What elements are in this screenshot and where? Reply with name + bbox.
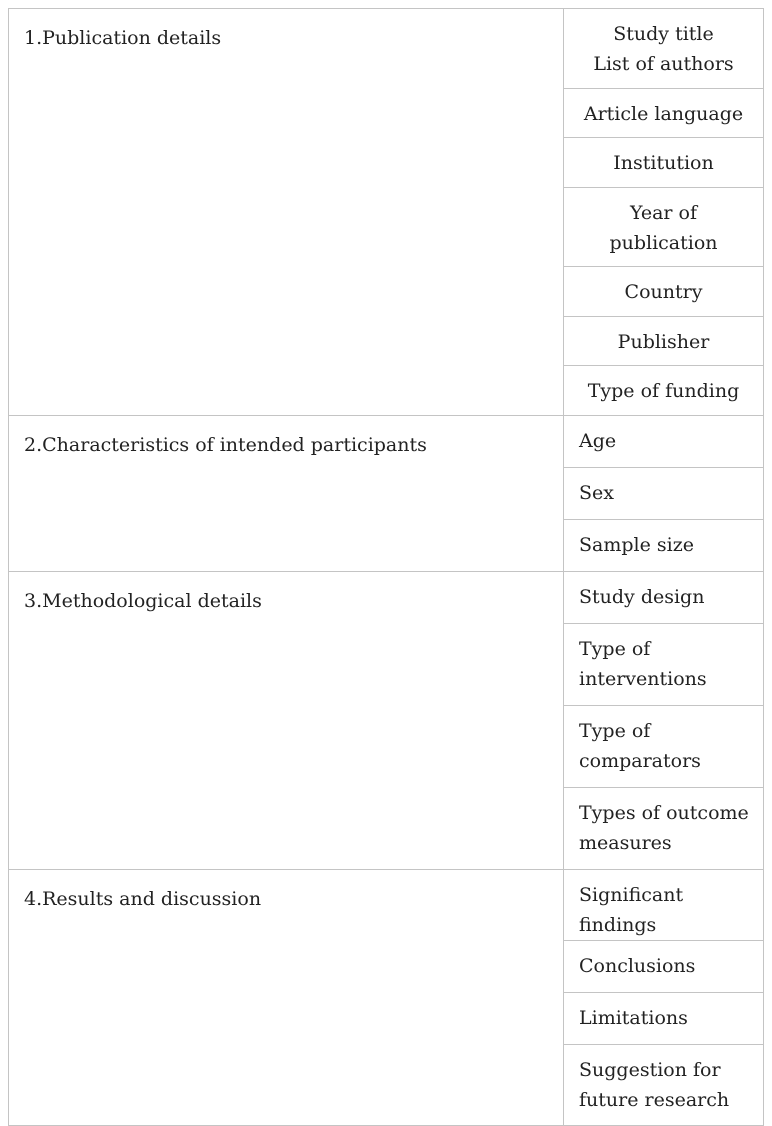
section-cell-methodology — [9, 572, 564, 870]
item-text: Publisher — [617, 331, 710, 353]
item-cell — [564, 138, 764, 188]
section-label: 2.Characteristics of intended participants — [24, 434, 427, 456]
item-cell — [564, 89, 764, 138]
item-text: Sample size — [579, 534, 694, 556]
item-text: Conclusions — [579, 955, 696, 977]
item-text: Type of — [579, 720, 651, 742]
item-cell — [564, 624, 764, 706]
item-text: Study title — [613, 23, 714, 45]
section-cell-publication-details — [9, 9, 564, 416]
item-cell — [564, 520, 764, 572]
item-text: Institution — [613, 152, 714, 174]
item-cell — [564, 468, 764, 520]
item-text: Type of — [579, 638, 651, 660]
section-cell-participants — [9, 416, 564, 572]
item-cell — [564, 317, 764, 366]
item-cell — [564, 941, 764, 993]
item-text: Significant findings — [579, 884, 684, 936]
table-row — [9, 9, 764, 89]
item-cell — [564, 188, 764, 267]
item-text: measures — [579, 832, 672, 854]
table-row — [9, 572, 764, 624]
item-text: Study design — [579, 586, 705, 608]
item-cell — [564, 267, 764, 317]
item-text: Country — [624, 281, 703, 303]
data-extraction-table — [8, 8, 764, 1126]
item-text: Year of — [629, 202, 698, 224]
item-text: Sex — [579, 482, 614, 504]
section-label: 4.Results and discussion — [24, 888, 262, 910]
section-label: 1.Publication details — [24, 27, 222, 49]
item-cell — [564, 706, 764, 788]
section-cell-results — [9, 870, 564, 1126]
item-cell — [564, 1045, 764, 1126]
item-cell — [564, 572, 764, 624]
table-row — [9, 870, 764, 941]
item-cell — [564, 870, 764, 941]
item-text: Article language — [583, 103, 744, 125]
section-label: 3.Methodological details — [24, 590, 262, 612]
table-row — [9, 416, 764, 468]
item-text: interventions — [579, 668, 707, 690]
item-text: Type of funding — [587, 380, 740, 402]
item-text: List of authors — [593, 53, 734, 75]
item-cell — [564, 366, 764, 416]
item-text: Types of outcome — [579, 802, 749, 824]
item-text: Limitations — [579, 1007, 688, 1029]
item-text: Suggestion for — [579, 1059, 721, 1081]
item-text: future research — [579, 1089, 730, 1111]
item-cell — [564, 993, 764, 1045]
item-text: comparators — [579, 750, 701, 772]
item-text: Age — [579, 430, 617, 452]
item-cell — [564, 9, 764, 89]
item-cell — [564, 788, 764, 870]
item-cell — [564, 416, 764, 468]
item-text: publication — [609, 232, 718, 254]
